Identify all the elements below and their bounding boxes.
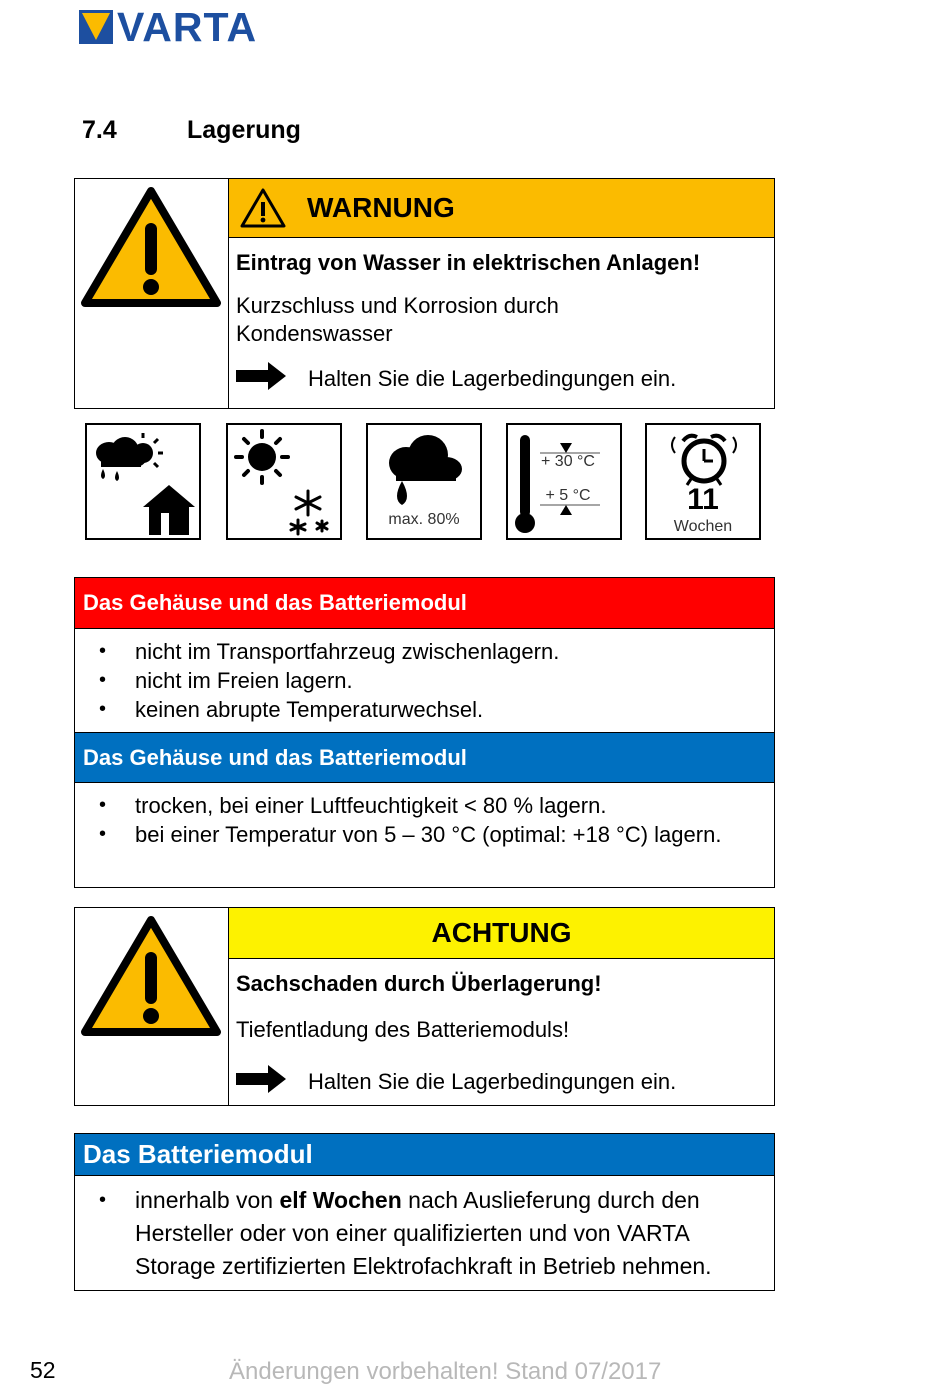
arrow-right-icon bbox=[236, 362, 286, 390]
list-item: • bei einer Temperatur von 5 – 30 °C (optimal: +18 °C) lagern. bbox=[75, 820, 735, 849]
temp-min-label: + 5 °C bbox=[545, 487, 591, 504]
battery-module-header: Das Batteriemodul bbox=[75, 1134, 774, 1176]
humidity-label: max. 80% bbox=[388, 511, 460, 528]
temp-max-label: + 30 °C bbox=[541, 453, 595, 470]
list-item: • nicht im Transportfahrzeug zwischenlagern. bbox=[75, 637, 774, 666]
page-number: 52 bbox=[30, 1357, 56, 1383]
storage-conditions-header: Das Gehäuse und das Batteriemodul bbox=[75, 733, 774, 783]
storage-prohibitions-table bbox=[74, 577, 775, 733]
eleven-weeks-emphasis: elf Wochen bbox=[279, 1187, 402, 1213]
caution-action bbox=[236, 1065, 766, 1099]
storage-conditions-list bbox=[75, 783, 774, 855]
weather-rain-house-icon bbox=[87, 425, 199, 538]
sun-snow-icon bbox=[228, 425, 340, 538]
caution-box bbox=[74, 907, 775, 1106]
picto-alarm-clock bbox=[645, 423, 761, 540]
caution-hazard: Sachschaden durch Überlagerung! bbox=[236, 971, 602, 996]
warning-triangle-icon bbox=[80, 185, 222, 309]
section-heading bbox=[82, 116, 301, 145]
list-item: • innerhalb von elf Wochen nach Auslieferung durch den Hersteller oder von einer qualifizierten und von VARTA Storage zertifizierten Elektrofachkraft in Betrieb nehmen. bbox=[75, 1184, 774, 1283]
list-item: • nicht im Freien lagern. bbox=[75, 666, 774, 695]
thermometer-icon bbox=[508, 425, 620, 538]
warning-action-text: Halten Sie die Lagerbedingungen ein. bbox=[308, 366, 677, 391]
warning-icon-cell bbox=[75, 179, 229, 408]
list-item: • trocken, bei einer Luftfeuchtigkeit < 80 % lagern. bbox=[75, 791, 774, 820]
warning-consequence: Kurzschluss und Korrosion durch Kondenswasser bbox=[236, 293, 559, 346]
warning-hazard: Eintrag von Wasser in elektrischen Anlagen! bbox=[236, 250, 701, 275]
caution-icon-cell bbox=[75, 908, 229, 1105]
storage-conditions-table bbox=[74, 732, 775, 888]
picto-weather-house bbox=[85, 423, 201, 540]
caution-header: ACHTUNG bbox=[229, 908, 774, 959]
storage-prohibitions-header: Das Gehäuse und das Batteriemodul bbox=[75, 578, 774, 629]
caution-action-text: Halten Sie die Lagerbedingungen ein. bbox=[308, 1069, 677, 1094]
arrow-right-icon bbox=[236, 1065, 286, 1093]
picto-sun-snow bbox=[226, 423, 342, 540]
picto-humidity bbox=[366, 423, 482, 540]
picto-thermometer bbox=[506, 423, 622, 540]
section-number: 7.4 bbox=[82, 116, 117, 144]
footer-note: Änderungen vorbehalten! Stand 07/2017 bbox=[229, 1358, 662, 1385]
caution-consequence: Tiefentladung des Batteriemoduls! bbox=[236, 1017, 570, 1042]
warning-box bbox=[74, 178, 775, 409]
weeks-label: Wochen bbox=[673, 518, 733, 535]
storage-prohibitions-list bbox=[75, 629, 774, 730]
varta-logo-icon bbox=[79, 10, 113, 44]
list-item: • keinen abrupte Temperaturwechsel. bbox=[75, 695, 774, 724]
warning-header bbox=[229, 179, 774, 238]
warning-triangle-icon bbox=[80, 914, 222, 1038]
varta-logo bbox=[79, 4, 258, 50]
warning-title: WARNUNG bbox=[307, 192, 455, 223]
brand-name: VARTA bbox=[117, 4, 258, 50]
weeks-number: 11 bbox=[687, 483, 719, 516]
section-title: Lagerung bbox=[187, 116, 301, 144]
small-warning-icon bbox=[239, 187, 287, 229]
battery-module-list bbox=[75, 1176, 774, 1289]
warning-action bbox=[236, 362, 766, 396]
battery-module-table bbox=[74, 1133, 775, 1291]
